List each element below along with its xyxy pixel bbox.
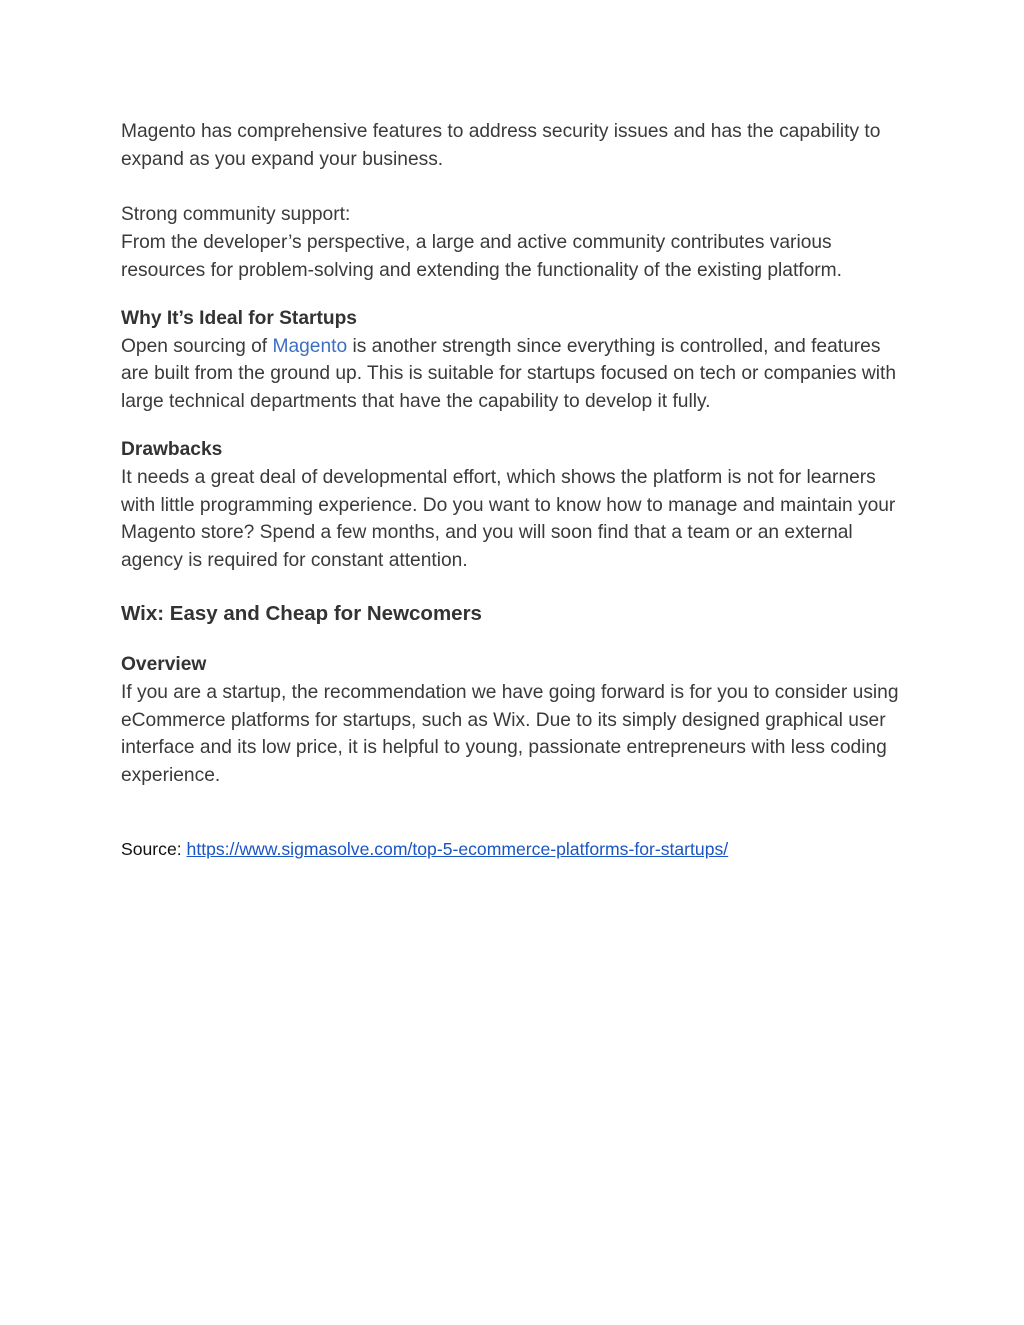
wix-heading: Wix: Easy and Cheap for Newcomers — [121, 601, 482, 625]
source-line — [121, 837, 911, 861]
magento-link[interactable]: Magento — [272, 335, 348, 357]
why-ideal-paragraph — [121, 333, 911, 416]
overview-heading: Overview — [121, 653, 207, 675]
source-label: Source: — [121, 838, 187, 859]
drawbacks-paragraph: It needs a great deal of developmental effort, which shows the platform is not for learners with little programming experience. Do you want to know how to manage and maintain your Magento store? Spend a few months, and you will soon find that a team or an external agency is required for constant attention. — [121, 466, 896, 572]
overview-paragraph: If you are a startup, the recommendation we have going forward is for you to consider using eCommerce platforms for startups, such as Wix. Due to its simply designed graphical user interface and its low price, it is helpful to young, passionate entrepreneurs with less coding experience. — [121, 681, 899, 787]
why-ideal-heading: Why It’s Ideal for Startups — [121, 307, 357, 329]
document-page — [121, 118, 911, 861]
why-ideal-text-before: Open sourcing of — [121, 335, 273, 357]
community-paragraph: From the developer’s perspective, a large and active community contributes various resources for problem-solving and extending the functionality of the existing platform. — [121, 232, 842, 281]
community-title: Strong community support: — [121, 204, 351, 226]
intro-paragraph: Magento has comprehensive features to address security issues and has the capability to expand as you expand your business. — [121, 121, 881, 170]
drawbacks-heading: Drawbacks — [121, 438, 223, 460]
source-link[interactable]: https://www.sigmasolve.com/top-5-ecommerce-platforms-for-startups/ — [186, 838, 729, 859]
why-ideal-text-after: is another strength since everything is controlled, and features are built from the ground up. This is suitable for startups focused on tech or companies with large technical departments that have the capability to develop it fully. — [121, 335, 897, 413]
